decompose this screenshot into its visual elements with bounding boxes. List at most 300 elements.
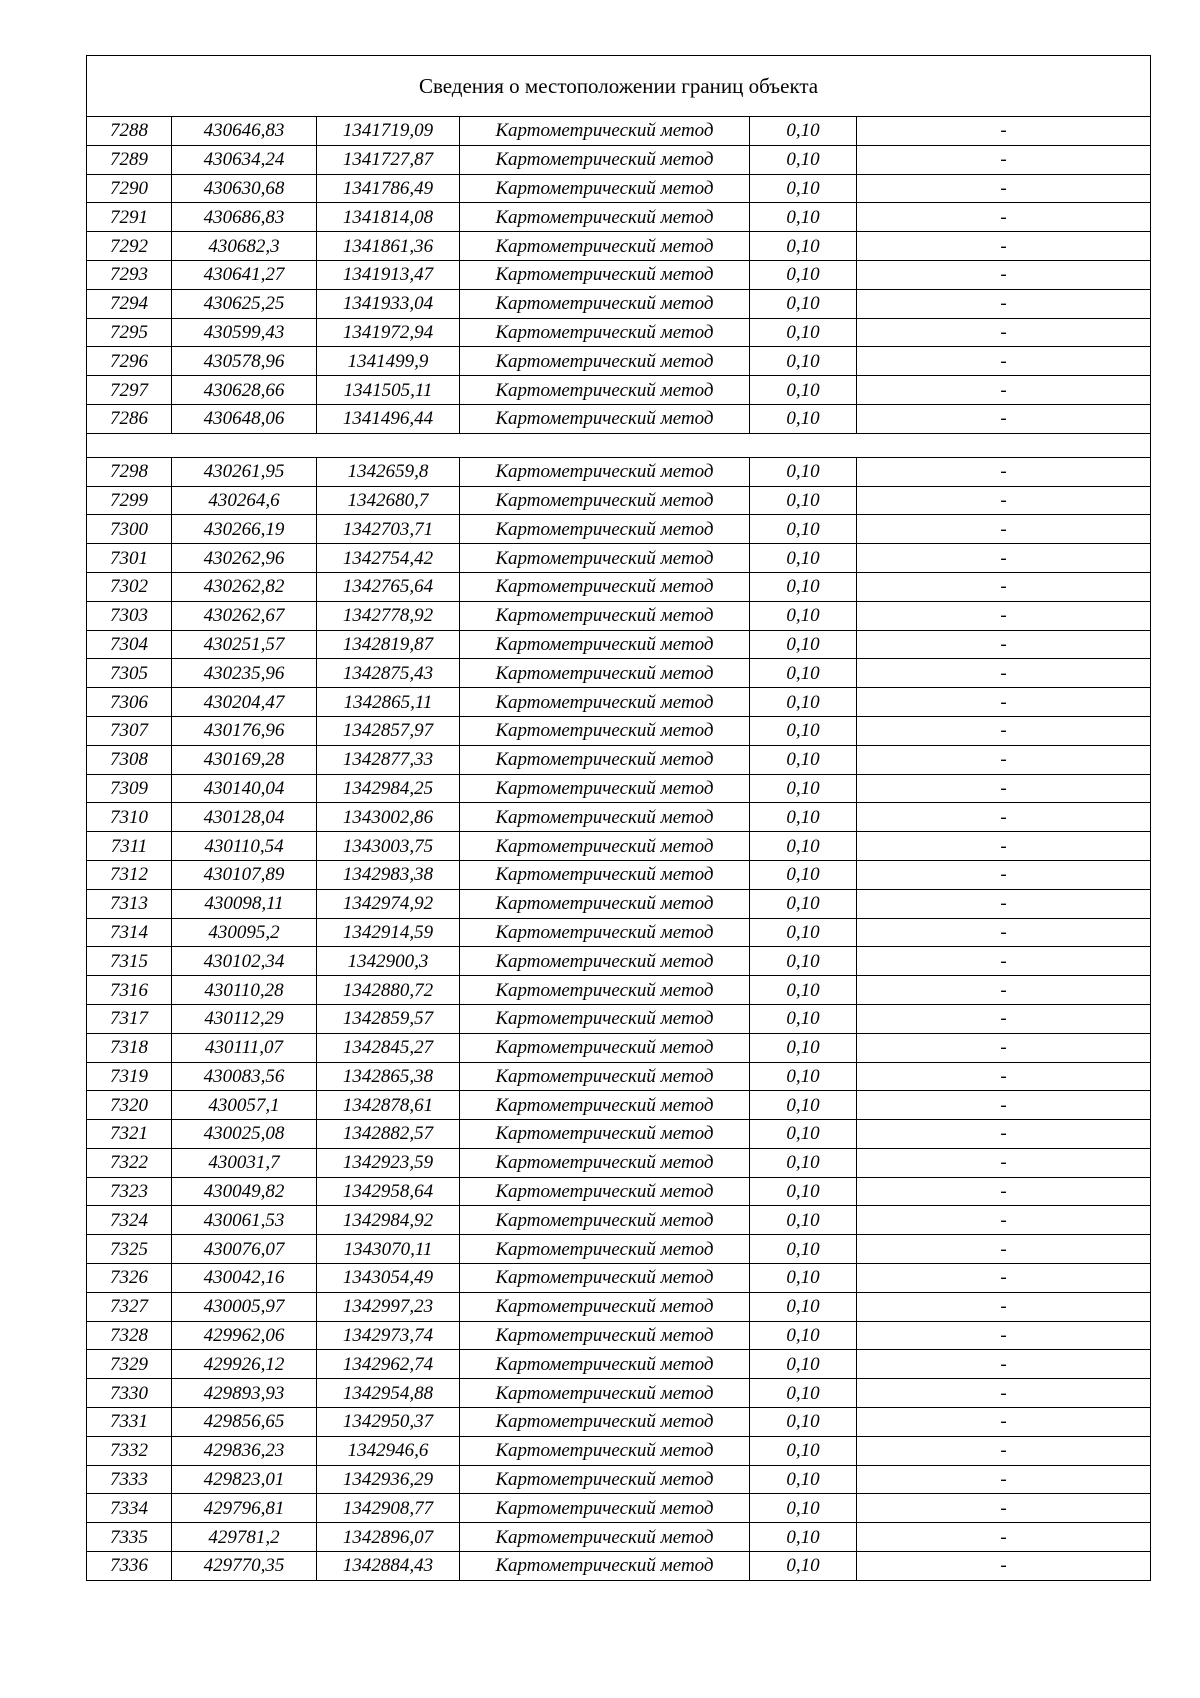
table-row [87, 1091, 1151, 1120]
method-cell: Картометрический метод [460, 1004, 750, 1033]
accuracy-cell: 0,10 [750, 1264, 857, 1293]
description-cell: - [857, 1321, 1151, 1350]
y-coordinate-cell: 1341913,47 [317, 260, 460, 289]
point-number-cell: 7311 [87, 832, 172, 861]
accuracy-cell: 0,10 [750, 1465, 857, 1494]
y-coordinate-cell: 1342946,6 [317, 1436, 460, 1465]
method-cell: Картометрический метод [460, 117, 750, 146]
accuracy-cell: 0,10 [750, 1321, 857, 1350]
x-coordinate-cell: 430061,53 [172, 1206, 317, 1235]
x-coordinate-cell: 430057,1 [172, 1091, 317, 1120]
table-row [87, 1235, 1151, 1264]
y-coordinate-cell: 1342875,43 [317, 659, 460, 688]
x-coordinate-cell: 430262,82 [172, 572, 317, 601]
point-number-cell: 7298 [87, 457, 172, 486]
method-cell: Картометрический метод [460, 1494, 750, 1523]
description-cell: - [857, 860, 1151, 889]
point-number-cell: 7302 [87, 572, 172, 601]
x-coordinate-cell: 430682,3 [172, 232, 317, 261]
accuracy-cell: 0,10 [750, 918, 857, 947]
accuracy-cell: 0,10 [750, 347, 857, 376]
table-row [87, 347, 1151, 376]
method-cell: Картометрический метод [460, 1206, 750, 1235]
point-number-cell: 7299 [87, 486, 172, 515]
table-row [87, 774, 1151, 803]
method-cell: Картометрический метод [460, 457, 750, 486]
table-row [87, 232, 1151, 261]
x-coordinate-cell: 429893,93 [172, 1379, 317, 1408]
description-cell: - [857, 918, 1151, 947]
y-coordinate-cell: 1342703,71 [317, 515, 460, 544]
description-cell: - [857, 486, 1151, 515]
description-cell: - [857, 203, 1151, 232]
y-coordinate-cell: 1342900,3 [317, 947, 460, 976]
method-cell: Картометрический метод [460, 1465, 750, 1494]
y-coordinate-cell: 1342680,7 [317, 486, 460, 515]
y-coordinate-cell: 1342984,25 [317, 774, 460, 803]
description-cell: - [857, 117, 1151, 146]
accuracy-cell: 0,10 [750, 1292, 857, 1321]
description-cell: - [857, 1408, 1151, 1437]
x-coordinate-cell: 429781,2 [172, 1523, 317, 1552]
accuracy-cell: 0,10 [750, 947, 857, 976]
accuracy-cell: 0,10 [750, 1004, 857, 1033]
table-row [87, 1004, 1151, 1033]
table-row [87, 1148, 1151, 1177]
description-cell: - [857, 803, 1151, 832]
y-coordinate-cell: 1342997,23 [317, 1292, 460, 1321]
table-row [87, 1033, 1151, 1062]
description-cell: - [857, 1235, 1151, 1264]
x-coordinate-cell: 430686,83 [172, 203, 317, 232]
point-number-cell: 7286 [87, 404, 172, 433]
method-cell: Картометрический метод [460, 1321, 750, 1350]
description-cell: - [857, 659, 1151, 688]
description-cell: - [857, 404, 1151, 433]
y-coordinate-cell: 1342659,8 [317, 457, 460, 486]
method-cell: Картометрический метод [460, 572, 750, 601]
method-cell: Картометрический метод [460, 860, 750, 889]
accuracy-cell: 0,10 [750, 404, 857, 433]
method-cell: Картометрический метод [460, 774, 750, 803]
accuracy-cell: 0,10 [750, 976, 857, 1005]
table-row [87, 1436, 1151, 1465]
table-row [87, 515, 1151, 544]
x-coordinate-cell: 429770,35 [172, 1552, 317, 1581]
x-coordinate-cell: 430005,97 [172, 1292, 317, 1321]
method-cell: Картометрический метод [460, 1264, 750, 1293]
table-row [87, 1120, 1151, 1149]
point-number-cell: 7313 [87, 889, 172, 918]
table-row [87, 918, 1151, 947]
y-coordinate-cell: 1342954,88 [317, 1379, 460, 1408]
point-number-cell: 7334 [87, 1494, 172, 1523]
description-cell: - [857, 1120, 1151, 1149]
description-cell: - [857, 145, 1151, 174]
table-row [87, 1408, 1151, 1437]
description-cell: - [857, 1148, 1151, 1177]
accuracy-cell: 0,10 [750, 803, 857, 832]
point-number-cell: 7319 [87, 1062, 172, 1091]
y-coordinate-cell: 1342878,61 [317, 1091, 460, 1120]
method-cell: Картометрический метод [460, 716, 750, 745]
table-row [87, 174, 1151, 203]
point-number-cell: 7309 [87, 774, 172, 803]
accuracy-cell: 0,10 [750, 572, 857, 601]
x-coordinate-cell: 430025,08 [172, 1120, 317, 1149]
y-coordinate-cell: 1341499,9 [317, 347, 460, 376]
accuracy-cell: 0,10 [750, 1033, 857, 1062]
description-cell: - [857, 1062, 1151, 1091]
accuracy-cell: 0,10 [750, 832, 857, 861]
point-number-cell: 7322 [87, 1148, 172, 1177]
method-cell: Картометрический метод [460, 1408, 750, 1437]
accuracy-cell: 0,10 [750, 203, 857, 232]
point-number-cell: 7328 [87, 1321, 172, 1350]
description-cell: - [857, 1379, 1151, 1408]
method-cell: Картометрический метод [460, 318, 750, 347]
description-cell: - [857, 601, 1151, 630]
accuracy-cell: 0,10 [750, 745, 857, 774]
y-coordinate-cell: 1342865,38 [317, 1062, 460, 1091]
method-cell: Картометрический метод [460, 1552, 750, 1581]
point-number-cell: 7325 [87, 1235, 172, 1264]
method-cell: Картометрический метод [460, 976, 750, 1005]
table-row [87, 832, 1151, 861]
x-coordinate-cell: 430266,19 [172, 515, 317, 544]
table-row [87, 1177, 1151, 1206]
x-coordinate-cell: 430262,96 [172, 544, 317, 573]
accuracy-cell: 0,10 [750, 145, 857, 174]
description-cell: - [857, 1177, 1151, 1206]
accuracy-cell: 0,10 [750, 1408, 857, 1437]
table-row [87, 376, 1151, 405]
method-cell: Картометрический метод [460, 289, 750, 318]
accuracy-cell: 0,10 [750, 1436, 857, 1465]
x-coordinate-cell: 430599,43 [172, 318, 317, 347]
point-number-cell: 7310 [87, 803, 172, 832]
point-number-cell: 7335 [87, 1523, 172, 1552]
point-number-cell: 7305 [87, 659, 172, 688]
description-cell: - [857, 1350, 1151, 1379]
point-number-cell: 7314 [87, 918, 172, 947]
table-row [87, 716, 1151, 745]
table-row [87, 1292, 1151, 1321]
y-coordinate-cell: 1342974,92 [317, 889, 460, 918]
x-coordinate-cell: 430578,96 [172, 347, 317, 376]
table-row [87, 1206, 1151, 1235]
point-number-cell: 7294 [87, 289, 172, 318]
description-cell: - [857, 318, 1151, 347]
description-cell: - [857, 232, 1151, 261]
x-coordinate-cell: 429796,81 [172, 1494, 317, 1523]
point-number-cell: 7323 [87, 1177, 172, 1206]
accuracy-cell: 0,10 [750, 889, 857, 918]
description-cell: - [857, 1494, 1151, 1523]
accuracy-cell: 0,10 [750, 1552, 857, 1581]
table-row [87, 457, 1151, 486]
table-row [87, 117, 1151, 146]
point-number-cell: 7300 [87, 515, 172, 544]
x-coordinate-cell: 430083,56 [172, 1062, 317, 1091]
accuracy-cell: 0,10 [750, 1062, 857, 1091]
method-cell: Картометрический метод [460, 947, 750, 976]
y-coordinate-cell: 1342884,43 [317, 1552, 460, 1581]
y-coordinate-cell: 1342819,87 [317, 630, 460, 659]
accuracy-cell: 0,10 [750, 515, 857, 544]
accuracy-cell: 0,10 [750, 630, 857, 659]
description-cell: - [857, 347, 1151, 376]
x-coordinate-cell: 430204,47 [172, 688, 317, 717]
table-row [87, 544, 1151, 573]
accuracy-cell: 0,10 [750, 1206, 857, 1235]
table-row [87, 601, 1151, 630]
x-coordinate-cell: 429856,65 [172, 1408, 317, 1437]
table-row [87, 860, 1151, 889]
x-coordinate-cell: 430646,83 [172, 117, 317, 146]
table-row [87, 1465, 1151, 1494]
x-coordinate-cell: 430261,95 [172, 457, 317, 486]
y-coordinate-cell: 1341933,04 [317, 289, 460, 318]
description-cell: - [857, 745, 1151, 774]
method-cell: Картометрический метод [460, 601, 750, 630]
y-coordinate-cell: 1342845,27 [317, 1033, 460, 1062]
point-number-cell: 7331 [87, 1408, 172, 1437]
accuracy-cell: 0,10 [750, 1148, 857, 1177]
table-row [87, 572, 1151, 601]
method-cell: Картометрический метод [460, 1379, 750, 1408]
point-number-cell: 7312 [87, 860, 172, 889]
method-cell: Картометрический метод [460, 1033, 750, 1062]
method-cell: Картометрический метод [460, 347, 750, 376]
description-cell: - [857, 174, 1151, 203]
accuracy-cell: 0,10 [750, 376, 857, 405]
description-cell: - [857, 976, 1151, 1005]
method-cell: Картометрический метод [460, 1350, 750, 1379]
table-row [87, 688, 1151, 717]
y-coordinate-cell: 1341861,36 [317, 232, 460, 261]
x-coordinate-cell: 429962,06 [172, 1321, 317, 1350]
method-cell: Картометрический метод [460, 1062, 750, 1091]
x-coordinate-cell: 430107,89 [172, 860, 317, 889]
description-cell: - [857, 376, 1151, 405]
point-number-cell: 7290 [87, 174, 172, 203]
point-number-cell: 7332 [87, 1436, 172, 1465]
table-row [87, 1552, 1151, 1581]
x-coordinate-cell: 430095,2 [172, 918, 317, 947]
description-cell: - [857, 572, 1151, 601]
point-number-cell: 7292 [87, 232, 172, 261]
y-coordinate-cell: 1342896,07 [317, 1523, 460, 1552]
method-cell: Картометрический метод [460, 544, 750, 573]
description-cell: - [857, 1033, 1151, 1062]
point-number-cell: 7327 [87, 1292, 172, 1321]
table-row [87, 404, 1151, 433]
accuracy-cell: 0,10 [750, 1091, 857, 1120]
point-number-cell: 7293 [87, 260, 172, 289]
x-coordinate-cell: 429823,01 [172, 1465, 317, 1494]
y-coordinate-cell: 1343054,49 [317, 1264, 460, 1293]
y-coordinate-cell: 1343003,75 [317, 832, 460, 861]
accuracy-cell: 0,10 [750, 117, 857, 146]
point-number-cell: 7321 [87, 1120, 172, 1149]
table-row [87, 289, 1151, 318]
point-number-cell: 7333 [87, 1465, 172, 1494]
x-coordinate-cell: 430235,96 [172, 659, 317, 688]
accuracy-cell: 0,10 [750, 1177, 857, 1206]
description-cell: - [857, 1523, 1151, 1552]
method-cell: Картометрический метод [460, 232, 750, 261]
table-row [87, 1264, 1151, 1293]
point-number-cell: 7288 [87, 117, 172, 146]
method-cell: Картометрический метод [460, 1177, 750, 1206]
method-cell: Картометрический метод [460, 486, 750, 515]
y-coordinate-cell: 1342882,57 [317, 1120, 460, 1149]
point-number-cell: 7317 [87, 1004, 172, 1033]
y-coordinate-cell: 1342857,97 [317, 716, 460, 745]
description-cell: - [857, 260, 1151, 289]
description-cell: - [857, 1264, 1151, 1293]
point-number-cell: 7304 [87, 630, 172, 659]
method-cell: Картометрический метод [460, 1148, 750, 1177]
y-coordinate-cell: 1341719,09 [317, 117, 460, 146]
accuracy-cell: 0,10 [750, 1379, 857, 1408]
point-number-cell: 7315 [87, 947, 172, 976]
description-cell: - [857, 716, 1151, 745]
accuracy-cell: 0,10 [750, 1523, 857, 1552]
accuracy-cell: 0,10 [750, 1120, 857, 1149]
x-coordinate-cell: 430648,06 [172, 404, 317, 433]
accuracy-cell: 0,10 [750, 860, 857, 889]
point-number-cell: 7308 [87, 745, 172, 774]
x-coordinate-cell: 430264,6 [172, 486, 317, 515]
boundary-coordinates-table [86, 55, 1151, 1581]
contour-separator-row [87, 433, 1151, 457]
y-coordinate-cell: 1341505,11 [317, 376, 460, 405]
table-row [87, 947, 1151, 976]
description-cell: - [857, 544, 1151, 573]
point-number-cell: 7318 [87, 1033, 172, 1062]
point-number-cell: 7289 [87, 145, 172, 174]
x-coordinate-cell: 430112,29 [172, 1004, 317, 1033]
x-coordinate-cell: 430251,57 [172, 630, 317, 659]
table-row [87, 145, 1151, 174]
method-cell: Картометрический метод [460, 515, 750, 544]
accuracy-cell: 0,10 [750, 486, 857, 515]
point-number-cell: 7306 [87, 688, 172, 717]
y-coordinate-cell: 1342865,11 [317, 688, 460, 717]
method-cell: Картометрический метод [460, 1091, 750, 1120]
accuracy-cell: 0,10 [750, 1235, 857, 1264]
table-row [87, 659, 1151, 688]
x-coordinate-cell: 430031,7 [172, 1148, 317, 1177]
description-cell: - [857, 947, 1151, 976]
description-cell: - [857, 1465, 1151, 1494]
method-cell: Картометрический метод [460, 1235, 750, 1264]
method-cell: Картометрический метод [460, 376, 750, 405]
y-coordinate-cell: 1342923,59 [317, 1148, 460, 1177]
description-cell: - [857, 515, 1151, 544]
x-coordinate-cell: 430110,28 [172, 976, 317, 1005]
table-row [87, 1321, 1151, 1350]
point-number-cell: 7330 [87, 1379, 172, 1408]
x-coordinate-cell: 430628,66 [172, 376, 317, 405]
description-cell: - [857, 688, 1151, 717]
table-row [87, 318, 1151, 347]
y-coordinate-cell: 1342880,72 [317, 976, 460, 1005]
x-coordinate-cell: 430262,67 [172, 601, 317, 630]
method-cell: Картометрический метод [460, 630, 750, 659]
table-row [87, 260, 1151, 289]
accuracy-cell: 0,10 [750, 232, 857, 261]
accuracy-cell: 0,10 [750, 688, 857, 717]
point-number-cell: 7320 [87, 1091, 172, 1120]
y-coordinate-cell: 1341786,49 [317, 174, 460, 203]
description-cell: - [857, 832, 1151, 861]
method-cell: Картометрический метод [460, 918, 750, 947]
x-coordinate-cell: 430102,34 [172, 947, 317, 976]
accuracy-cell: 0,10 [750, 1494, 857, 1523]
point-number-cell: 7307 [87, 716, 172, 745]
table-body [87, 56, 1151, 1581]
point-number-cell: 7295 [87, 318, 172, 347]
x-coordinate-cell: 430111,07 [172, 1033, 317, 1062]
x-coordinate-cell: 430169,28 [172, 745, 317, 774]
description-cell: - [857, 1206, 1151, 1235]
y-coordinate-cell: 1342936,29 [317, 1465, 460, 1494]
y-coordinate-cell: 1342914,59 [317, 918, 460, 947]
accuracy-cell: 0,10 [750, 260, 857, 289]
point-number-cell: 7316 [87, 976, 172, 1005]
description-cell: - [857, 774, 1151, 803]
table-row [87, 976, 1151, 1005]
method-cell: Картометрический метод [460, 1523, 750, 1552]
description-cell: - [857, 457, 1151, 486]
accuracy-cell: 0,10 [750, 774, 857, 803]
method-cell: Картометрический метод [460, 688, 750, 717]
point-number-cell: 7291 [87, 203, 172, 232]
accuracy-cell: 0,10 [750, 1350, 857, 1379]
table-row [87, 745, 1151, 774]
accuracy-cell: 0,10 [750, 457, 857, 486]
method-cell: Картометрический метод [460, 659, 750, 688]
table-title-row [87, 56, 1151, 117]
table-row [87, 203, 1151, 232]
table-row [87, 1523, 1151, 1552]
x-coordinate-cell: 430042,16 [172, 1264, 317, 1293]
description-cell: - [857, 1292, 1151, 1321]
point-number-cell: 7303 [87, 601, 172, 630]
y-coordinate-cell: 1341814,08 [317, 203, 460, 232]
x-coordinate-cell: 430641,27 [172, 260, 317, 289]
x-coordinate-cell: 430076,07 [172, 1235, 317, 1264]
x-coordinate-cell: 430634,24 [172, 145, 317, 174]
accuracy-cell: 0,10 [750, 544, 857, 573]
table-row [87, 1062, 1151, 1091]
accuracy-cell: 0,10 [750, 716, 857, 745]
x-coordinate-cell: 430140,04 [172, 774, 317, 803]
y-coordinate-cell: 1341972,94 [317, 318, 460, 347]
x-coordinate-cell: 430110,54 [172, 832, 317, 861]
y-coordinate-cell: 1341727,87 [317, 145, 460, 174]
method-cell: Картометрический метод [460, 832, 750, 861]
accuracy-cell: 0,10 [750, 659, 857, 688]
method-cell: Картометрический метод [460, 203, 750, 232]
method-cell: Картометрический метод [460, 889, 750, 918]
method-cell: Картометрический метод [460, 404, 750, 433]
description-cell: - [857, 1004, 1151, 1033]
y-coordinate-cell: 1342877,33 [317, 745, 460, 774]
